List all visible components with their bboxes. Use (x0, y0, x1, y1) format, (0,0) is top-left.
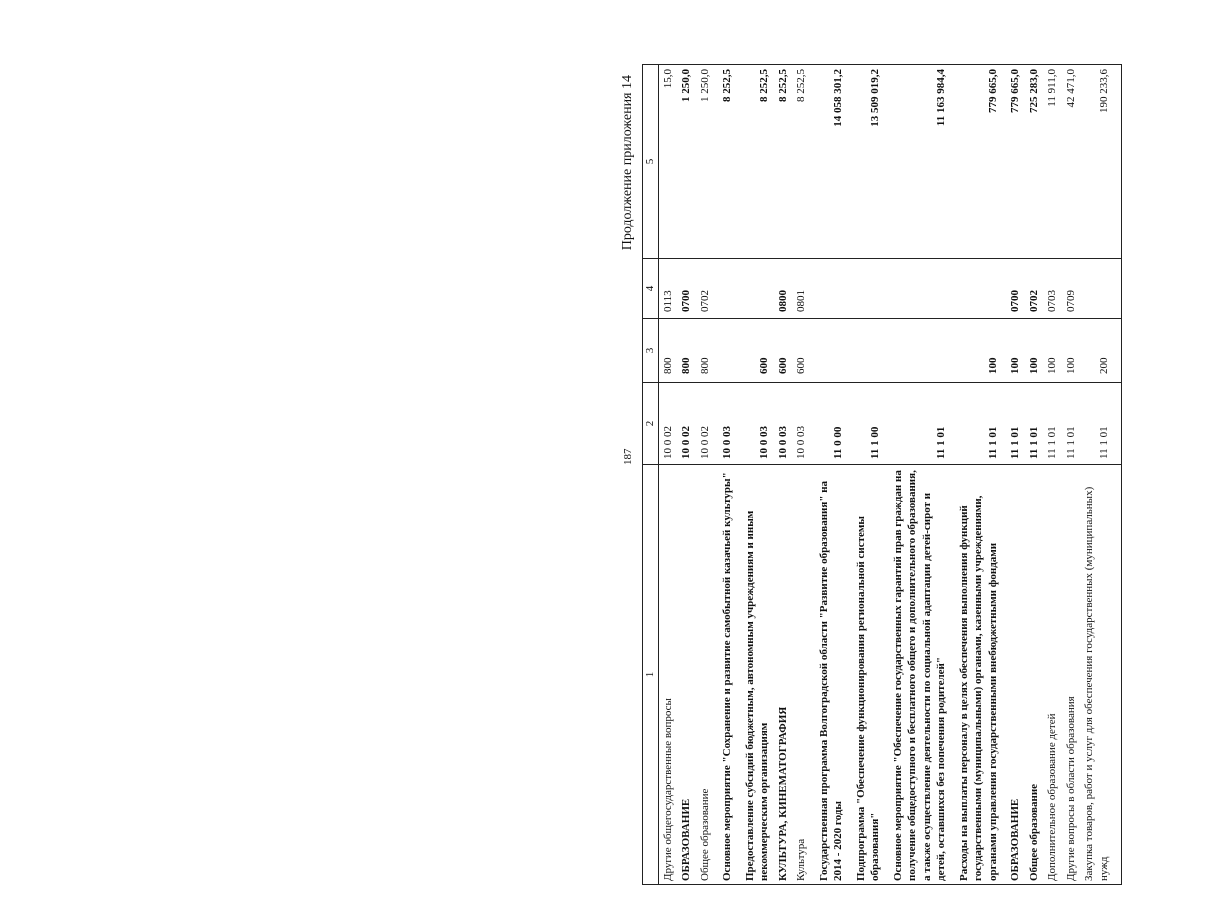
column-header: 2 (643, 383, 659, 465)
row-section-code: 0702 (696, 259, 715, 319)
row-name: ОБРАЗОВАНИЕ (1002, 465, 1025, 885)
row-name: Другие вопросы в области образования (1062, 465, 1081, 885)
table-row (1080, 65, 1113, 885)
row-target-code: 10 0 03 (792, 383, 811, 465)
row-section-code (737, 259, 774, 319)
row-expense-type: 800 (696, 319, 715, 383)
row-section-code (1117, 259, 1122, 319)
rotated-content (620, 45, 1220, 885)
table-row (951, 65, 1003, 885)
table-row (1025, 65, 1044, 885)
row-target-code: 11 1 01 (1062, 383, 1081, 465)
row-target-code: 11 0 00 (811, 383, 848, 465)
row-amount: 8 252,5 (792, 65, 811, 259)
row-expense-type: 800 (677, 319, 696, 383)
table-row (848, 65, 885, 885)
row-target-code: 10 0 02 (677, 383, 696, 465)
row-name: Основное мероприятие "Сохранение и развитие самобытной казачьей культуры" (714, 465, 737, 885)
row-target-code: 10 0 03 (714, 383, 737, 465)
row-amount: 1 250,0 (696, 65, 715, 259)
row-expense-type: 100 (1043, 319, 1062, 383)
row-expense-type (848, 319, 885, 383)
row-expense-type: 600 (792, 319, 811, 383)
row-section-code (714, 259, 737, 319)
row-amount: 11 163 984,4 (885, 65, 951, 259)
row-name: Общее образование (696, 465, 715, 885)
row-name: Закупка товаров, работ и услуг для обеспечения государственных (муниципальных) нужд (1080, 465, 1113, 885)
row-name: Предоставление субсидий бюджетным, автономным учреждениям и иным некоммерческим организациям (737, 465, 774, 885)
row-expense-type: 100 (951, 319, 1003, 383)
row-amount: 42 471,0 (1062, 65, 1081, 259)
row-section-code (951, 259, 1003, 319)
table-row (737, 65, 774, 885)
row-target-code: 11 1 00 (848, 383, 885, 465)
row-target-code: 10 0 03 (774, 383, 793, 465)
row-expense-type: 100 (1025, 319, 1044, 383)
row-amount: 725 283,0 (1025, 65, 1044, 259)
row-target-code: 11 1 01 (1025, 383, 1044, 465)
row-section-code (885, 259, 951, 319)
row-target-code: 10 0 02 (658, 383, 677, 465)
column-header: 4 (643, 259, 659, 319)
table-row (792, 65, 811, 885)
row-expense-type: 100 (1062, 319, 1081, 383)
row-target-code: 11 1 01 (885, 383, 951, 465)
column-header: 1 (643, 465, 659, 885)
row-expense-type: 100 (1002, 319, 1025, 383)
row-name: Расходы на выплаты персоналу в целях обеспечения выполнения функций государственными (муниципальными) органами, казенными учреждениями, органами управления государственными внебюджетными фондами (951, 465, 1003, 885)
row-expense-type (714, 319, 737, 383)
row-expense-type: 600 (774, 319, 793, 383)
row-target-code: 11 1 01 (1043, 383, 1062, 465)
table-row (677, 65, 696, 885)
table-row (658, 65, 677, 885)
row-target-code: 10 0 03 (737, 383, 774, 465)
row-expense-type (1117, 319, 1122, 383)
row-section-code (811, 259, 848, 319)
row-name (1117, 465, 1122, 885)
row-section-code: 0113 (658, 259, 677, 319)
row-amount: 13 509 019,2 (848, 65, 885, 259)
row-target-code: 11 1 01 (1002, 383, 1025, 465)
row-name: Подпрограмма "Обеспечение функционирования региональной системы образования" (848, 465, 885, 885)
row-section-code (848, 259, 885, 319)
row-section-code: 0700 (1002, 259, 1025, 319)
row-expense-type: 800 (658, 319, 677, 383)
row-name: ОБРАЗОВАНИЕ (677, 465, 696, 885)
table-row (811, 65, 848, 885)
row-expense-type (811, 319, 848, 383)
table-row (885, 65, 951, 885)
table-row (1002, 65, 1025, 885)
row-name: Дополнительное образование детей (1043, 465, 1062, 885)
row-target-code: 11 1 01 (951, 383, 1003, 465)
row-section-code: 0800 (774, 259, 793, 319)
table-row (714, 65, 737, 885)
table-header-row (643, 65, 659, 885)
row-section-code (1080, 259, 1113, 319)
continuation-header: Продолжение приложения 14 (620, 75, 635, 251)
row-amount (1117, 65, 1122, 259)
row-target-code (1117, 383, 1122, 465)
row-section-code: 0703 (1043, 259, 1062, 319)
table-row (696, 65, 715, 885)
row-amount: 8 252,5 (774, 65, 793, 259)
row-name: Основное мероприятие "Обеспечение государственных гарантий прав граждан на получение общедоступного и бесплатного общего и дополнительного образования, а также осуществление деятельности по социальной адаптации детей-сирот и детей, оставшихся без попечения родителей" (885, 465, 951, 885)
row-amount: 8 252,5 (737, 65, 774, 259)
row-amount: 779 665,0 (951, 65, 1003, 259)
row-expense-type: 200 (1080, 319, 1113, 383)
row-name: Культура (792, 465, 811, 885)
row-target-code: 10 0 02 (696, 383, 715, 465)
row-name: Государственная программа Волгоградской области "Развитие образования" на 2014 - 2020 годы (811, 465, 848, 885)
row-name: Другие общегосударственные вопросы (658, 465, 677, 885)
table-row (774, 65, 793, 885)
row-target-code: 11 1 01 (1080, 383, 1113, 465)
row-section-code: 0702 (1025, 259, 1044, 319)
row-section-code: 0801 (792, 259, 811, 319)
row-name: Общее образование (1025, 465, 1044, 885)
row-amount: 15,0 (658, 65, 677, 259)
row-amount: 1 250,0 (677, 65, 696, 259)
row-amount: 14 058 301,2 (811, 65, 848, 259)
column-header: 5 (643, 65, 659, 259)
appendix-table (642, 64, 1122, 885)
table-row (1062, 65, 1081, 885)
row-section-code: 0709 (1062, 259, 1081, 319)
column-header: 3 (643, 319, 659, 383)
table-row (1117, 65, 1122, 885)
row-name: КУЛЬТУРА, КИНЕМАТОГРАФИЯ (774, 465, 793, 885)
row-expense-type (885, 319, 951, 383)
table-row (1043, 65, 1062, 885)
row-amount: 11 911,0 (1043, 65, 1062, 259)
page-number: 187 (622, 448, 634, 465)
row-expense-type: 600 (737, 319, 774, 383)
row-amount: 190 233,6 (1080, 65, 1113, 259)
row-amount: 8 252,5 (714, 65, 737, 259)
row-amount: 779 665,0 (1002, 65, 1025, 259)
row-section-code: 0700 (677, 259, 696, 319)
